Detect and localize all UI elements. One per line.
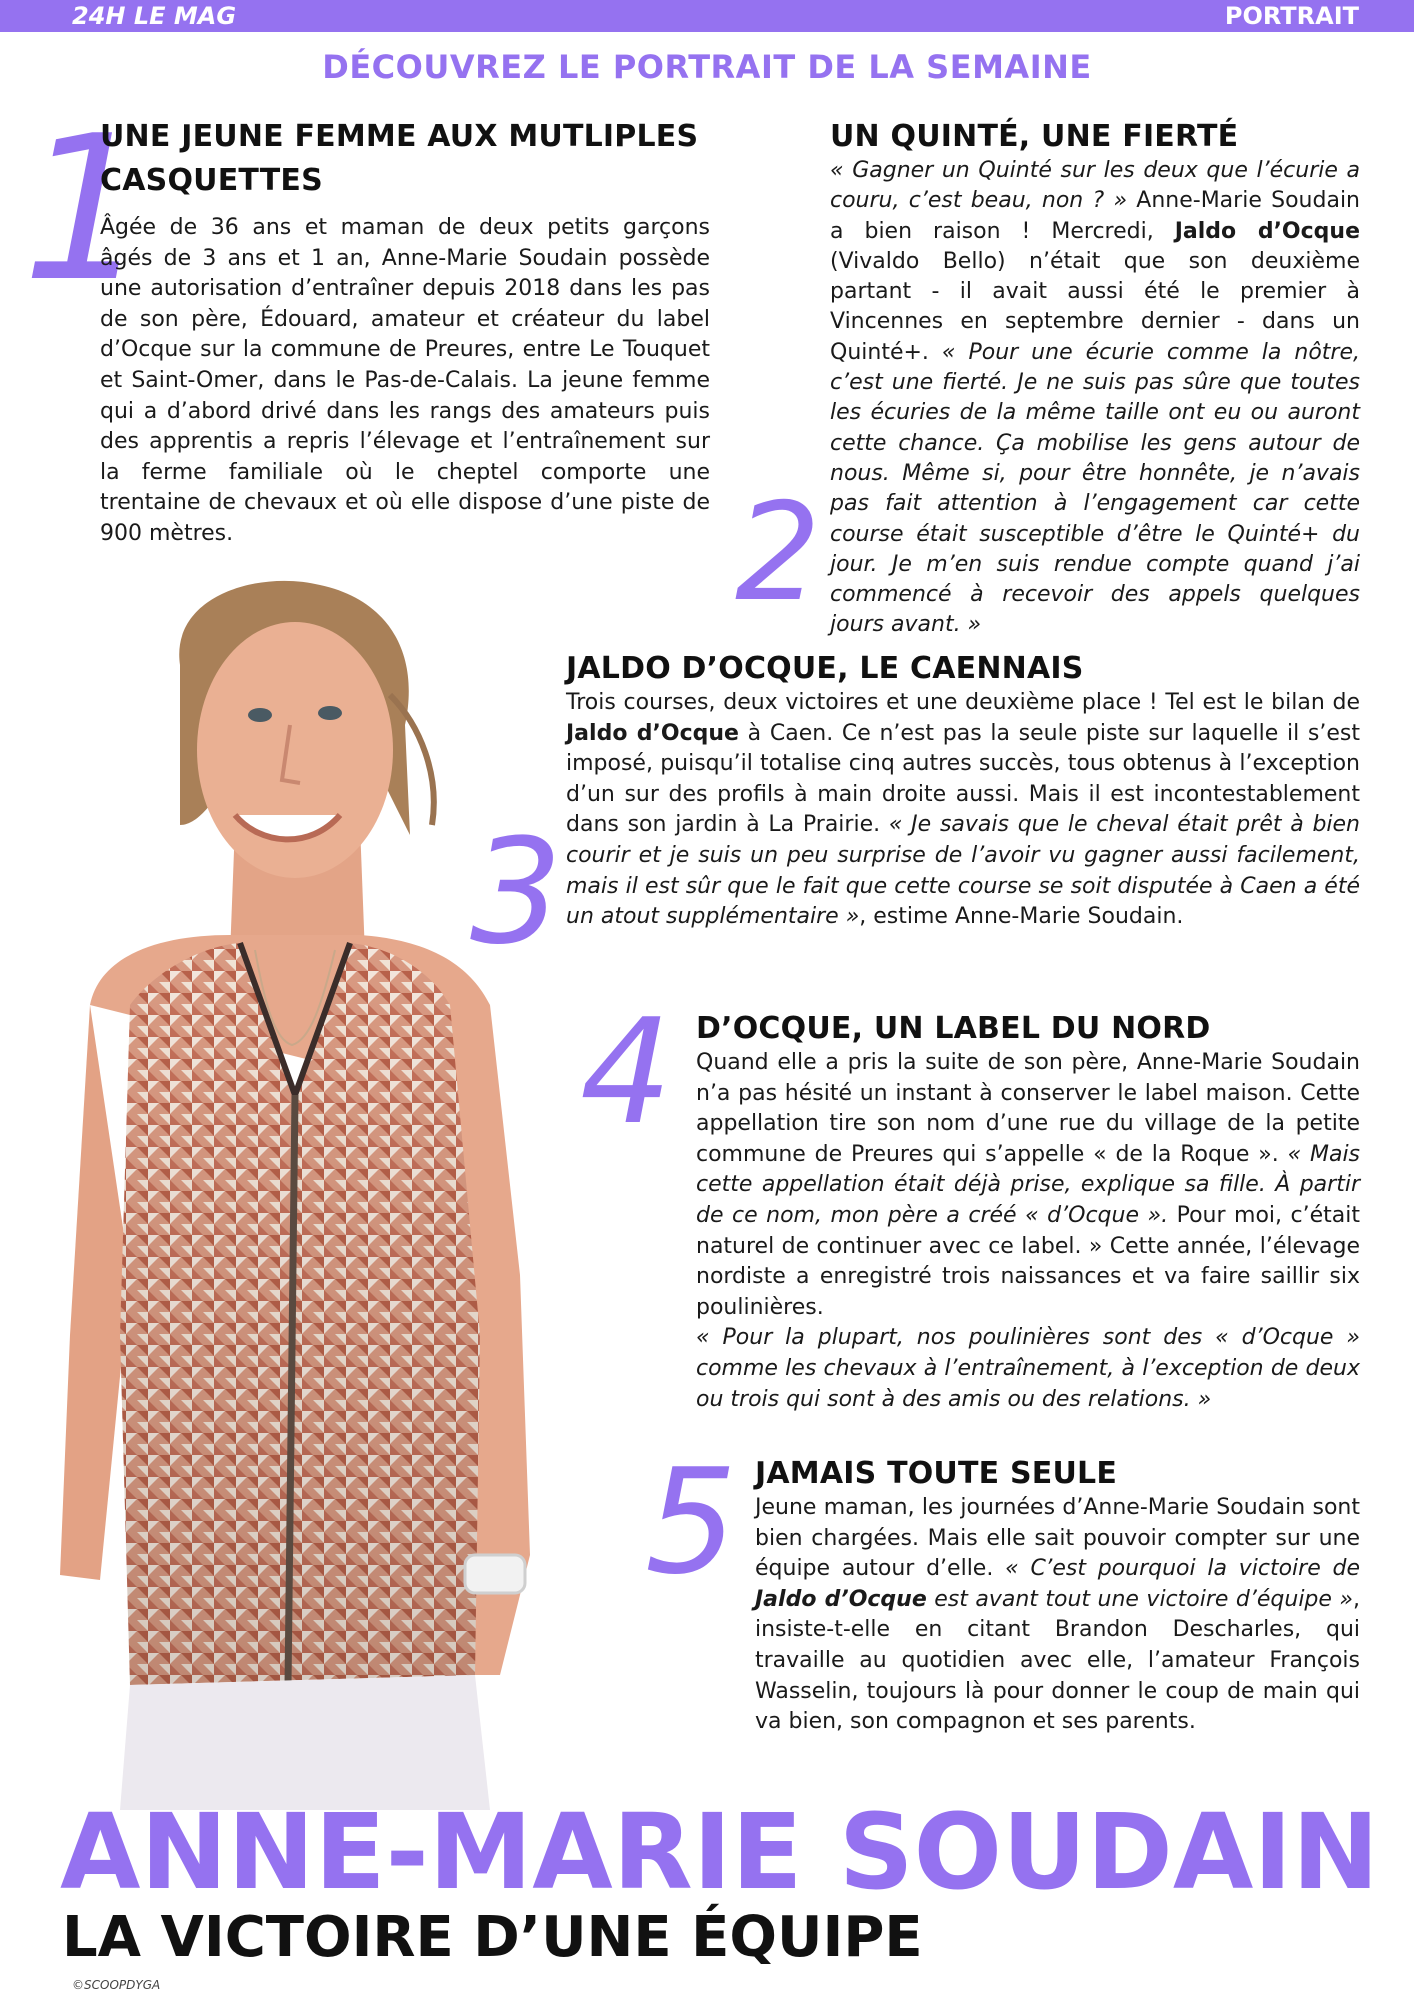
body-text: Pour moi, c’était naturel de continuer avec ce label. » Cette année, l’élevage nordiste a enregistré trois naissances et va faire saillir six poulinières. (696, 1202, 1360, 1320)
section-5 (755, 1455, 1360, 1738)
body-text: Quand elle a pris la suite de son père, Anne-Marie Soudain n’a pas hésité un instant à conserver le label maison. Cette appellation tire son nom d’une rue du village de la petite commune de Preures qui s’appelle « de la Roque ». (696, 1050, 1360, 1167)
top-banner (0, 0, 1414, 32)
body-text: , insiste-t-elle en citant Brandon Descharles, qui travaille au quotidien avec elle, l’amateur François Wasselin, toujours là pour donner le coup de main qui va bien, son compagnon et ses parents. (755, 1586, 1360, 1735)
section-4-body (696, 1048, 1360, 1323)
kicker-headline: DÉCOUVREZ LE PORTRAIT DE LA SEMAINE (322, 48, 1092, 86)
body-text: , estime Anne-Marie Soudain. (859, 904, 1184, 930)
horse-name: Jaldo d’Ocque (1174, 218, 1360, 244)
quote: « Pour une écurie comme la nôtre, c’est une fierté. Je ne suis pas sûre que toutes les écuries de la même taille ont eu ou auront cette chance. Ça mobilise les gens autour de nous. Même si, pour être honnête, je n’avais pas fait attention à l’engagement car cette course était susceptible d’être le Quinté+ du jour. Je m’en suis rendue compte quand j’ai commencé à recevoir des appels quelques jours avant. » (830, 339, 1360, 638)
body-text: Trois courses, deux victoires et une deuxième place ! Tel est le bilan de (566, 690, 1360, 715)
section-number-4: 4 (580, 988, 673, 1157)
section-2 (830, 118, 1360, 641)
section-5-title: JAMAIS TOUTE SEULE (755, 1456, 1118, 1491)
body-text: à Caen. Ce n’est pas la seule piste sur laquelle il s’est imposé, puisqu’il totalise cinq autres succès, tous obtenus à l’exception d’un sur des profils à main droite aussi. Mais il est incontestablement dans son jardin à La Prairie. (566, 720, 1360, 838)
section-1-title: UNE JEUNE FEMME AUX MUTLIPLES CASQUETTES (100, 119, 699, 198)
section-3-body (566, 688, 1360, 933)
section-4-title: D’OCQUE, UN LABEL DU NORD (696, 1011, 1211, 1046)
section-2-body (830, 156, 1360, 641)
section-4 (696, 1010, 1360, 1415)
section-number-5: 5 (645, 1438, 738, 1607)
body-text: Jeune maman, les journées d’Anne-Marie Soudain sont bien chargées. Mais elle sait pouvoir compter sur une équipe autour d’elle. (755, 1495, 1360, 1582)
quote: « C’est pourquoi la victoire de (1005, 1556, 1361, 1582)
quote: « Mais cette appellation était déjà prise, explique sa fille. À partir de ce nom, mon père a créé « d’Ocque ». (696, 1141, 1361, 1228)
section-number-3: 3 (470, 808, 563, 977)
magazine-name: 24H LE MAG (72, 2, 237, 30)
section-3 (566, 650, 1360, 933)
quote: « Pour la plupart, nos poulinières sont des « d’Ocque » comme les chevaux à l’entraînement, à l’exception de deux ou trois qui sont à des amis ou des relations. » (696, 1325, 1360, 1412)
body-text: Anne-Marie Soudain a bien raison ! Mercredi, (830, 188, 1360, 244)
section-3-title: JALDO D’OCQUE, LE CAENNAIS (566, 651, 1084, 686)
section-5-body (755, 1493, 1360, 1738)
section-4-quote (696, 1323, 1360, 1415)
portrait-subtitle: LA VICTOIRE D’UNE ÉQUIPE (62, 1905, 923, 1970)
quote: « Gagner un Quinté sur les deux que l’écurie a couru, c’est beau, non ? » (830, 158, 1360, 214)
section-1-body: Âgée de 36 ans et maman de deux petits garçons âgés de 3 ans et 1 an, Anne-Marie Soudain possède une autorisation d’entraîner depuis 2018 dans les pas de son père, Édouard, amateur et créateur du label d’Ocque sur la commune de Preures, entre Le Touquet et Saint-Omer, dans le Pas-de-Calais. La jeune femme qui a d’abord drivé dans les rangs des amateurs puis des apprentis a repris l’élevage et l’entraînement sur la ferme familiale où le cheptel comporte une trentaine de chevaux et où elle dispose d’une piste de 900 mètres. (100, 215, 710, 546)
photo-credit: ©SCOOPDYGA (72, 1978, 161, 1992)
section-number-1: 1 (22, 93, 150, 326)
section-1 (100, 115, 710, 550)
quote: est avant tout une victoire d’équipe » (926, 1586, 1353, 1612)
horse-name: Jaldo d’Ocque (755, 1586, 927, 1612)
portrait-photo (60, 575, 620, 1810)
horse-name: Jaldo d’Ocque (566, 720, 739, 746)
portrait-name: ANNE-MARIE SOUDAIN (60, 1791, 1380, 1913)
section-label: PORTRAIT (1224, 2, 1359, 30)
section-number-2: 2 (735, 474, 821, 631)
section-2-title: UN QUINTÉ, UNE FIERTÉ (830, 119, 1239, 154)
quote: « Je savais que le cheval était prêt à bien courir et je suis un peu surprise de l’avoir vu gagner aussi facilement, mais il est sûr que le fait que cette course se soit disputée à Caen a été un atout supplémentaire » (566, 812, 1360, 930)
body-text: (Vivaldo Bello) n’était que son deuxième partant - il avait aussi été le premier à Vincennes en septembre dernier - dans un Quinté+. (830, 248, 1360, 365)
